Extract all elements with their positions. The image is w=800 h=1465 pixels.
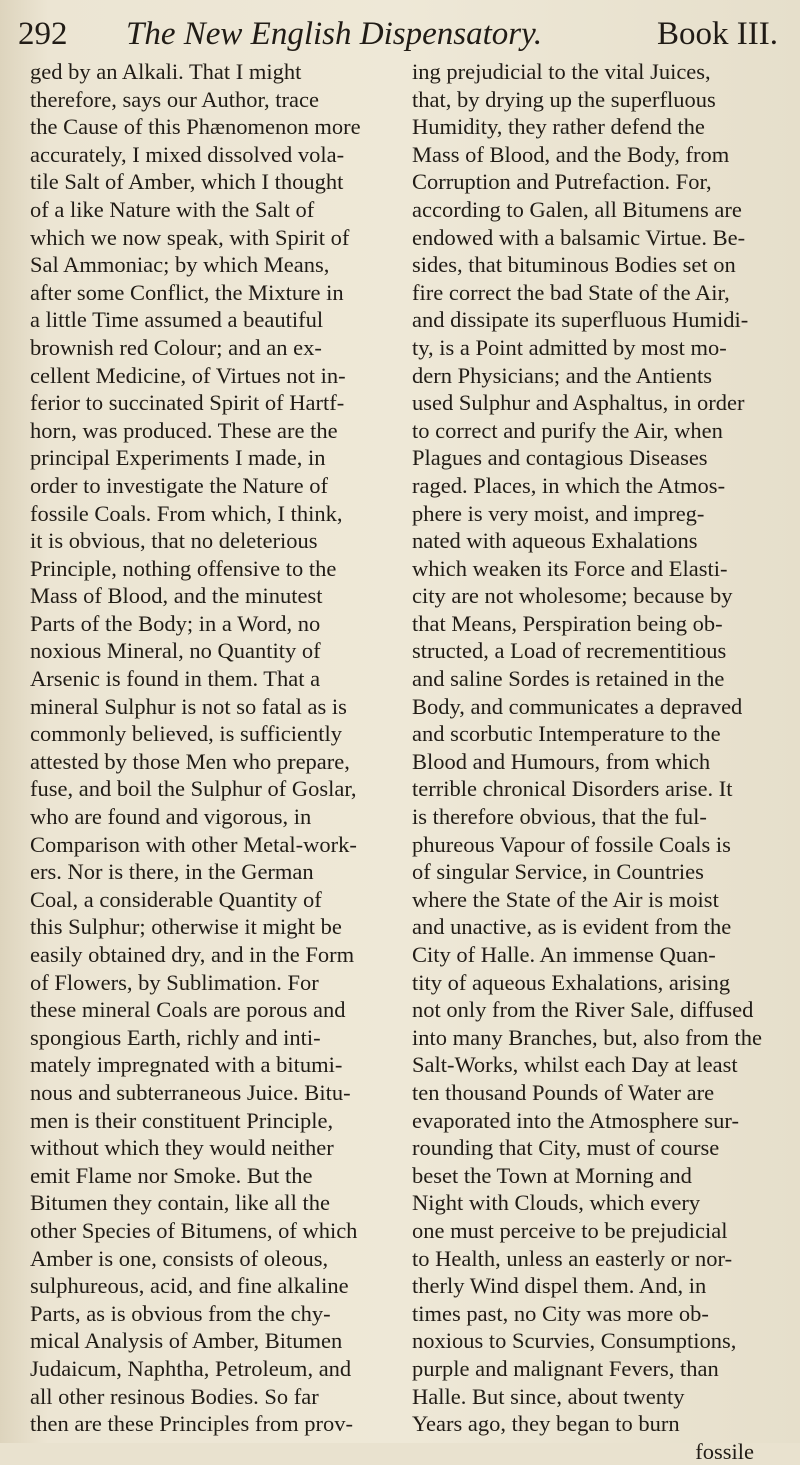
text-line: of a like Nature with the Salt of bbox=[30, 196, 315, 222]
text-line: Night with Clouds, which every bbox=[412, 1190, 701, 1216]
text-line: commonly believed, is sufficiently bbox=[30, 721, 343, 747]
text-line: structed, a Load of recrementitious bbox=[412, 638, 727, 664]
text-line: is therefore obvious, that the ful- bbox=[412, 804, 707, 830]
text-line: which weaken its Force and Elasti- bbox=[412, 555, 728, 581]
text-line: fossile Coals. From which, I think, bbox=[30, 500, 343, 526]
text-line: to correct and purify the Air, when bbox=[412, 417, 723, 443]
text-line: Parts, as is obvious from the chy- bbox=[30, 1300, 331, 1326]
text-line: sulphureous, acid, and fine alkaline bbox=[30, 1273, 349, 1299]
text-line: which we now speak, with Spirit of bbox=[30, 224, 350, 250]
text-line: principal Experiments I made, in bbox=[30, 445, 326, 471]
text-line: Years ago, they began to burn bbox=[412, 1411, 680, 1437]
text-line: Amber is one, consists of oleous, bbox=[30, 1245, 329, 1271]
text-line: that Means, Perspiration being ob- bbox=[412, 610, 723, 636]
text-line: and unactive, as is evident from the bbox=[412, 914, 732, 940]
text-line: of Flowers, by Sublimation. For bbox=[30, 969, 319, 995]
text-line: Blood and Humours, from which bbox=[412, 748, 711, 774]
text-line: and dissipate its superfluous Humidi- bbox=[412, 307, 749, 333]
left-column bbox=[30, 58, 402, 1438]
text-line: of singular Service, in Countries bbox=[412, 859, 704, 885]
text-line: men is their constituent Principle, bbox=[30, 1107, 334, 1133]
text-line: therly Wind dispel them. And, in bbox=[412, 1273, 707, 1299]
text-line: fuse, and boil the Sulphur of Goslar, bbox=[30, 776, 357, 802]
text-line: noxious Mineral, no Quantity of bbox=[30, 638, 321, 664]
text-line: into many Branches, but, also from the bbox=[412, 1024, 762, 1050]
text-line: Plagues and contagious Diseases bbox=[412, 445, 708, 471]
text-line: attested by those Men who prepare, bbox=[30, 748, 350, 774]
text-line: ers. Nor is there, in the German bbox=[30, 859, 314, 885]
text-line: Judaicum, Naphtha, Petroleum, and bbox=[30, 1355, 352, 1381]
catchword: fossile bbox=[695, 1438, 754, 1464]
text-line: ged by an Alkali. That I might bbox=[30, 59, 302, 84]
text-line: easily obtained dry, and in the Form bbox=[30, 942, 355, 967]
text-line: one must perceive to be prejudicial bbox=[412, 1217, 728, 1243]
book-label: Book III. bbox=[657, 16, 778, 52]
text-line: ing prejudicial to the vital Juices, bbox=[412, 59, 711, 84]
text-line: evaporated into the Atmosphere sur- bbox=[412, 1107, 739, 1133]
right-column bbox=[412, 58, 784, 1465]
text-line: times past, no City was more ob- bbox=[412, 1300, 709, 1326]
text-line: fire correct the bad State of the Air, bbox=[412, 279, 730, 305]
text-line: mately impregnated with a bitumi- bbox=[30, 1052, 343, 1078]
text-line: not only from the River Sale, diffused bbox=[412, 997, 754, 1023]
text-line: City of Halle. An immense Quan- bbox=[412, 942, 716, 967]
running-title: The New English Dispensatory. bbox=[126, 16, 543, 52]
text-line: dern Physicians; and the Antients bbox=[412, 362, 712, 388]
text-line: where the State of the Air is moist bbox=[412, 886, 719, 912]
text-line: to Health, unless an easterly or nor- bbox=[412, 1245, 733, 1271]
text-line: ten thousand Pounds of Water are bbox=[412, 1079, 715, 1105]
text-line: according to Galen, all Bitumens are bbox=[412, 196, 742, 222]
text-line: horn, was produced. These are the bbox=[30, 417, 338, 443]
page-header bbox=[18, 14, 778, 54]
text-line: Parts of the Body; in a Word, no bbox=[30, 610, 321, 636]
text-line: Bitumen they contain, like all the bbox=[30, 1190, 330, 1216]
text-line: order to investigate the Nature of bbox=[30, 472, 329, 498]
text-line: this Sulphur; otherwise it might be bbox=[30, 914, 342, 940]
text-line: Coal, a considerable Quantity of bbox=[30, 886, 322, 912]
text-line: who are found and vigorous, in bbox=[30, 804, 312, 830]
text-line: the Cause of this Phænomenon more bbox=[30, 114, 361, 140]
text-line: Body, and communicates a depraved bbox=[412, 693, 743, 719]
text-line: phere is very moist, and impreg- bbox=[412, 500, 705, 526]
text-line: Arsenic is found in them. That a bbox=[30, 666, 321, 692]
text-line: emit Flame nor Smoke. But the bbox=[30, 1162, 313, 1188]
text-line: without which they would neither bbox=[30, 1135, 334, 1161]
text-line: phureous Vapour of fossile Coals is bbox=[412, 831, 731, 857]
text-line: Principle, nothing offensive to the bbox=[30, 555, 337, 581]
text-line: tile Salt of Amber, which I thought bbox=[30, 169, 344, 195]
text-line: Corruption and Putrefaction. For, bbox=[412, 169, 712, 195]
text-line: beset the Town at Morning and bbox=[412, 1162, 692, 1188]
text-line: Halle. But since, about twenty bbox=[412, 1383, 685, 1409]
text-line: purple and malignant Fevers, than bbox=[412, 1355, 719, 1381]
text-line: mical Analysis of Amber, Bitumen bbox=[30, 1328, 343, 1354]
text-line: it is obvious, that no deleterious bbox=[30, 528, 318, 554]
text-line: Mass of Blood, and the minutest bbox=[30, 583, 323, 609]
text-line: after some Conflict, the Mixture in bbox=[30, 279, 344, 305]
text-line: mineral Sulphur is not so fatal as is bbox=[30, 693, 347, 719]
text-line: then are these Principles from prov- bbox=[30, 1411, 354, 1437]
text-line: that, by drying up the superfluous bbox=[412, 86, 716, 112]
text-line: cellent Medicine, of Virtues not in- bbox=[30, 362, 346, 388]
text-line: city are not wholesome; because by bbox=[412, 583, 733, 609]
text-line: Mass of Blood, and the Body, from bbox=[412, 141, 730, 167]
text-line: therefore, says our Author, trace bbox=[30, 86, 319, 112]
text-line: spongious Earth, richly and inti- bbox=[30, 1024, 321, 1050]
text-line: raged. Places, in which the Atmos- bbox=[412, 472, 726, 498]
text-line: ferior to succinated Spirit of Hartf- bbox=[30, 390, 345, 416]
page-number: 292 bbox=[18, 16, 68, 52]
text-line: nated with aqueous Exhalations bbox=[412, 528, 698, 554]
text-line: and saline Sordes is retained in the bbox=[412, 666, 725, 692]
text-line: these mineral Coals are porous and bbox=[30, 997, 346, 1023]
text-line: tity of aqueous Exhalations, arising bbox=[412, 969, 731, 995]
text-line: used Sulphur and Asphaltus, in order bbox=[412, 390, 745, 416]
text-line: rounding that City, must of course bbox=[412, 1135, 720, 1161]
text-line: noxious to Scurvies, Consumptions, bbox=[412, 1328, 737, 1354]
text-line: Comparison with other Metal-work- bbox=[30, 831, 357, 857]
text-line: Salt-Works, whilst each Day at least bbox=[412, 1052, 738, 1078]
text-line: Sal Ammoniac; by which Means, bbox=[30, 252, 330, 278]
text-line: Humidity, they rather defend the bbox=[412, 114, 705, 140]
text-line: ty, is a Point admitted by most mo- bbox=[412, 334, 727, 360]
text-line: terrible chronical Disorders arise. It bbox=[412, 776, 733, 802]
text-line: a little Time assumed a beautiful bbox=[30, 307, 324, 333]
text-line: sides, that bituminous Bodies set on bbox=[412, 252, 736, 278]
text-line: brownish red Colour; and an ex- bbox=[30, 334, 322, 360]
text-line: accurately, I mixed dissolved vola- bbox=[30, 141, 345, 167]
text-line: nous and subterraneous Juice. Bitu- bbox=[30, 1079, 351, 1105]
text-line: and scorbutic Intemperature to the bbox=[412, 721, 721, 747]
text-line: all other resinous Bodies. So far bbox=[30, 1383, 319, 1409]
text-line: other Species of Bitumens, of which bbox=[30, 1217, 358, 1243]
text-line: endowed with a balsamic Virtue. Be- bbox=[412, 224, 746, 250]
